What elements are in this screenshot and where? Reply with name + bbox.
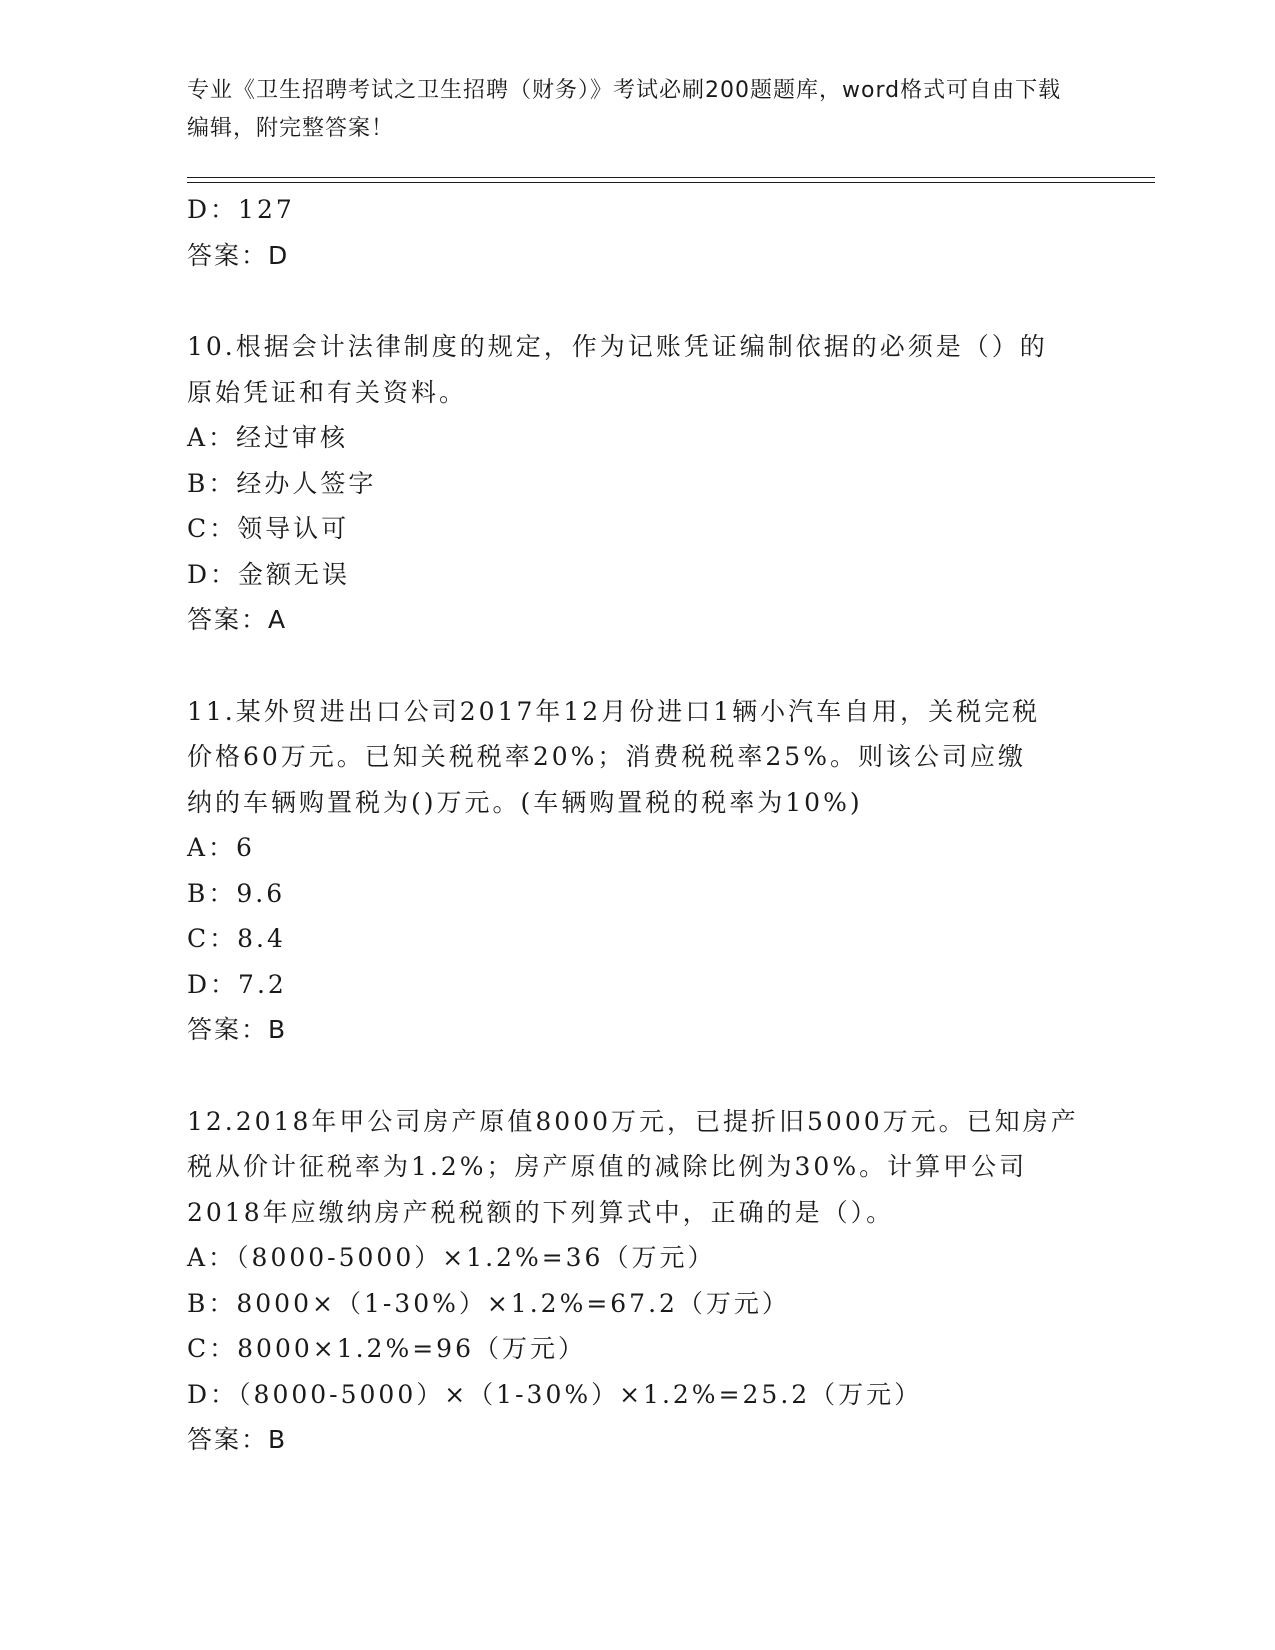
option-c: C：8.4: [187, 924, 286, 953]
prev-option-d: D：127: [187, 195, 295, 224]
spacer: [187, 1053, 1087, 1099]
question-stem-line: 12.2018年甲公司房产原值8000万元，已提折旧5000万元。已知房产: [187, 1106, 1079, 1136]
question-content: [187, 187, 1087, 1463]
question-11: [187, 689, 1087, 1053]
question-stem-line: 10.根据会计法律制度的规定，作为记账凭证编制依据的必须是（）的: [187, 332, 1048, 361]
question-stem-line: 2018年应缴纳房产税税额的下列算式中，正确的是（）。: [187, 1197, 895, 1227]
answer: 答案：B: [187, 1015, 288, 1044]
option-a: A：经过审核: [187, 423, 349, 452]
option-a: A：（8000-5000）×1.2%=36（万元）: [187, 1243, 716, 1272]
prev-answer: 答案：D: [187, 240, 290, 270]
option-a: A：6: [187, 833, 255, 862]
option-b: B：9.6: [187, 878, 286, 908]
spacer: [187, 643, 1087, 689]
option-c: C：领导认可: [187, 514, 350, 543]
answer: 答案：B: [187, 1425, 288, 1454]
option-d: D：7.2: [187, 969, 287, 999]
answer: 答案：A: [187, 605, 288, 634]
option-d: D：（8000-5000）×（1-30%）×1.2%=25.2（万元）: [187, 1379, 923, 1409]
question-stem-line: 价格60万元。已知关税税率20%；消费税税率25%。则该公司应缴: [187, 742, 1026, 771]
question-10: [187, 324, 1087, 643]
header-rule-top: [187, 177, 1155, 178]
option-c: C：8000×1.2%=96（万元）: [187, 1334, 586, 1363]
document-header: 专业《卫生招聘考试之卫生招聘（财务）》考试必刷200题题库，word格式可自由下载编辑，附完整答案！: [187, 78, 1062, 141]
option-d: D：金额无误: [187, 559, 351, 589]
spacer: [187, 278, 1087, 324]
question-stem-line: 原始凭证和有关资料。: [187, 377, 468, 407]
option-b: B：经办人签字: [187, 468, 377, 498]
question-stem-line: 纳的车辆购置税为()万元。(车辆购置税的税率为10%): [187, 787, 863, 817]
question-12: [187, 1099, 1087, 1463]
header-rule-bottom: [187, 182, 1155, 183]
question-stem-line: 11.某外贸进出口公司2017年12月份进口1辆小汽车自用，关税完税: [187, 696, 1041, 726]
question-stem-line: 税从价计征税率为1.2%；房产原值的减除比例为30%。计算甲公司: [187, 1152, 1028, 1181]
option-b: B：8000×（1-30%）×1.2%=67.2（万元）: [187, 1288, 790, 1318]
